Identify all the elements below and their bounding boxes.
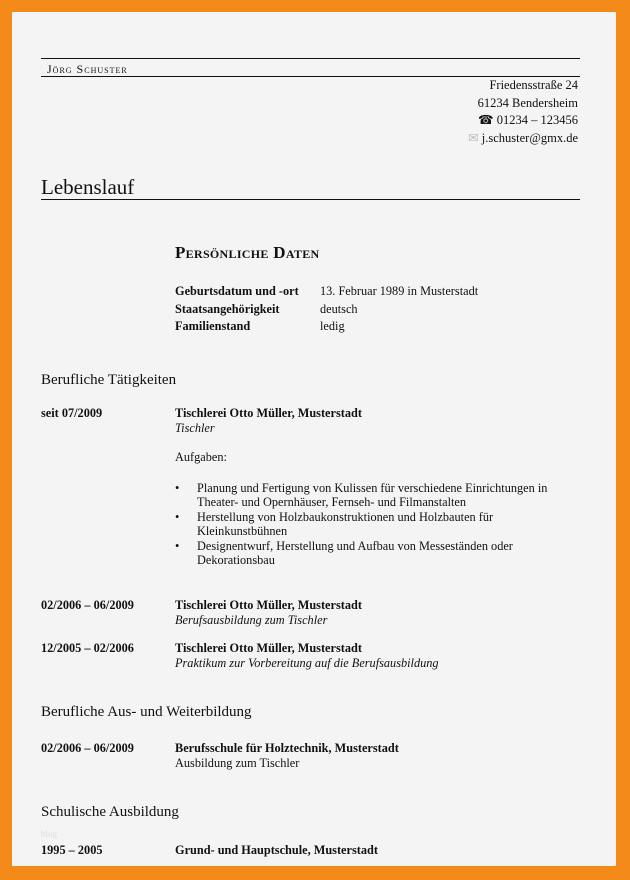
list-item: • Planung und Fertigung von Kulissen für verschiedene Einrichtungen in Theater- und Opernhäuser, Fernseh- und Filmanstalten <box>175 481 575 510</box>
email[interactable]: j.schuster@gmx.de <box>481 130 578 145</box>
phone-icon: ☎ <box>478 113 497 127</box>
value: ledig <box>320 319 345 333</box>
list-item: • Herstellung von Holzbaukonstruktionen und Holzbauten für Kleinkunstbühnen <box>175 510 575 539</box>
work-entry <box>175 598 362 627</box>
city: 61234 Bendersheim <box>477 95 578 110</box>
task-list <box>175 481 575 568</box>
cv-page <box>12 12 616 866</box>
entry-role: Tischler <box>175 420 215 435</box>
watermark: blog <box>41 829 58 839</box>
address-block <box>468 77 578 147</box>
divider <box>41 58 580 59</box>
header-name: Jörg Schuster <box>47 62 128 76</box>
entry-company: Tischlerei Otto Müller, Musterstadt <box>175 641 362 655</box>
entry-date: seit 07/2009 <box>41 406 103 420</box>
entry-role: Praktikum zur Vorbereitung auf die Berufsausbildung <box>175 655 439 670</box>
street: Friedensstraße 24 <box>489 78 578 92</box>
entry-date: 1995 – 2005 <box>41 843 103 857</box>
email-icon: ✉ <box>468 130 482 145</box>
personal-data <box>175 283 478 336</box>
entry-date: 12/2005 – 02/2006 <box>41 641 134 655</box>
school-heading: Schulische Ausbildung <box>41 804 179 820</box>
value: deutsch <box>320 301 358 316</box>
page-title: Lebenslauf <box>41 175 135 199</box>
entry-detail: Ausbildung zum Tischler <box>175 755 300 770</box>
training-entry <box>175 741 399 770</box>
entry-date: 02/2006 – 06/2009 <box>41 741 134 755</box>
personal-heading: Persönliche Daten <box>175 243 320 262</box>
work-heading: Berufliche Tätigkeiten <box>41 372 177 388</box>
work-entry <box>175 641 439 670</box>
training-heading: Berufliche Aus- und Weiterbildung <box>41 704 252 720</box>
entry-company: Tischlerei Otto Müller, Musterstadt <box>175 598 362 612</box>
list-item: • Designentwurf, Herstellung und Aufbau von Messeständen oder Dekorationsbau <box>175 539 575 568</box>
entry-school: Grund- und Hauptschule, Musterstadt <box>175 843 378 857</box>
label: Geburtsdatum und -ort <box>175 284 299 298</box>
tasks-label: Aufgaben: <box>175 450 227 464</box>
phone: 01234 – 123456 <box>496 113 578 127</box>
entry-date: 02/2006 – 06/2009 <box>41 598 134 612</box>
work-entry <box>175 406 575 568</box>
value: 13. Februar 1989 in Musterstadt <box>320 284 479 298</box>
entry-role: Berufsausbildung zum Tischler <box>175 612 328 627</box>
label: Staatsangehörigkeit <box>175 301 280 316</box>
label: Familienstand <box>175 319 251 333</box>
entry-school: Berufsschule für Holztechnik, Musterstadt <box>175 741 399 755</box>
entry-company: Tischlerei Otto Müller, Musterstadt <box>175 406 362 420</box>
divider <box>41 199 580 200</box>
